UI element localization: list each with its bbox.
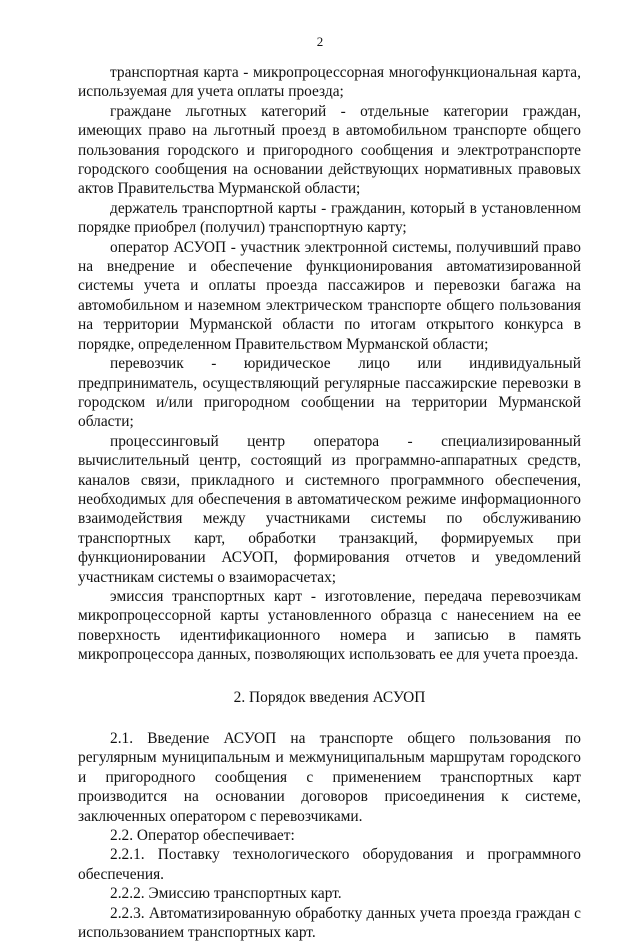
definition-card-holder: держатель транспортной карты - гражданин, который в установленном порядке приобрел (получил) транспортную карту; — [78, 199, 581, 237]
definition-transport-card: транспортная карта - микропроцессорная многофункциональная карта, используемая для учета оплаты проезда; — [78, 64, 581, 101]
page-number: 2 — [316, 34, 324, 49]
section-paragraph: 2.2.1. Поставку технологического оборудования и программного обеспечения. — [78, 846, 581, 883]
document-body — [78, 63, 581, 942]
section-paragraph: 2.2.2. Эмиссию транспортных карт. — [110, 885, 342, 903]
definition-processing-center: процессинговый центр оператора - специализированный вычислительный центр, состоящий из программно-аппаратных средств, каналов связи, прикладного и системного программного обеспечения, необходимых для обеспечения в автоматическом режиме информационного взаимодействия между участниками системы по обслуживанию транспортных карт, обработки транзакций, формируемых при функционировании АСУОП, формирования отчетов и уведомлений участникам системы о взаиморасчетах; — [78, 432, 581, 586]
definition-carrier: перевозчик - юридическое лицо или индивидуальный предприниматель, осуществляющий регулярные пассажирские перевозки в городском и/или пригородном сообщении на территории Мурманской области; — [78, 355, 581, 431]
section-heading: 2. Порядок введения АСУОП — [233, 688, 426, 706]
definition-privileged-citizens: граждане льготных категорий - отдельные категории граждан, имеющих право на льготный проезд в автомобильном транспорте общего пользования городского и пригородного сообщения и электротранспорте городского сообщения на основании действующих нормативных правовых актов Правительства Мурманской области; — [78, 102, 581, 198]
definition-operator: оператор АСУОП - участник электронной системы, получивший право на внедрение и обеспечение функционирования автоматизированной системы учета и оплаты проезда пассажиров и перевозки багажа на автомобильном и наземном электрическом транспорте общего пользования на территории Мурманской области по итогам открытого конкурса в порядке, определенном Правительством Мурманской области; — [78, 238, 581, 353]
section-paragraph: 2.2. Оператор обеспечивает: — [110, 827, 295, 845]
section-paragraph: 2.2.3. Автоматизированную обработку данных учета проезда граждан с использованием транспортных карт. — [78, 904, 581, 942]
definition-card-emission: эмиссия транспортных карт - изготовление, передача перевозчикам микропроцессорной карты установленного образца с нанесением на ее поверхность идентификационного номера и записью в память микропроцессора данных, позволяющих использовать ее для учета проезда. — [78, 587, 581, 664]
section-paragraph: 2.1. Введение АСУОП на транспорте общего пользования по регулярным муниципальным и межмуниципальным маршрутам городского и пригородного сообщения с применением транспортных карт производится на основании договоров присоединения к системе, заключенных оператором с перевозчиками. — [78, 730, 581, 825]
